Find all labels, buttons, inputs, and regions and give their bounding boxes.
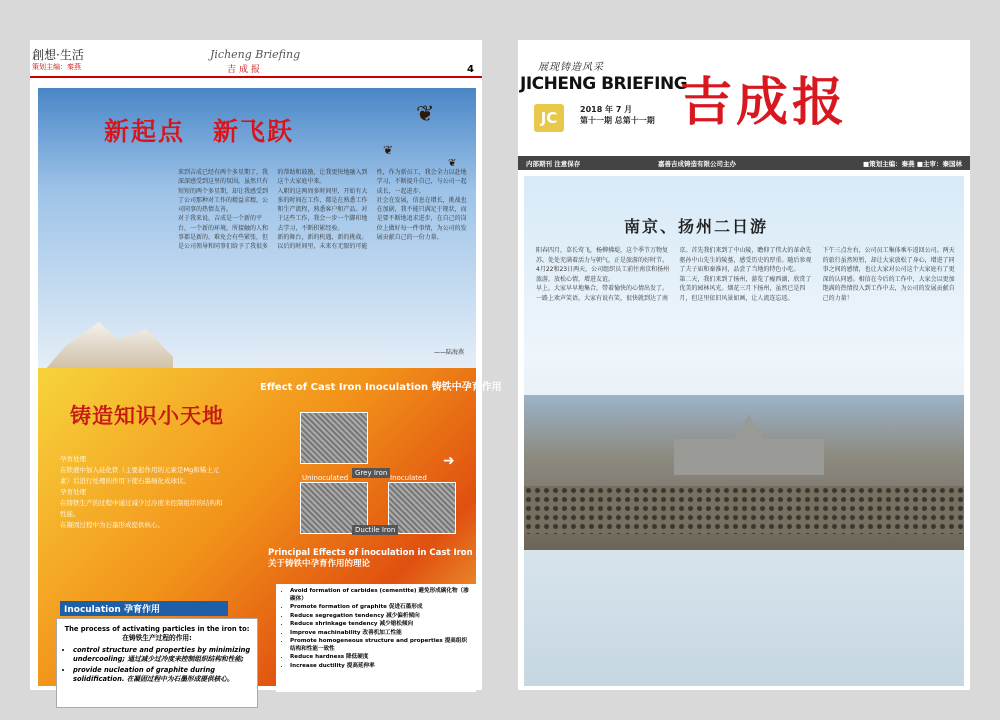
effect-item: • Reduce segregation tendency 减少偏析倾向 bbox=[290, 613, 472, 621]
process-item: • provide nucleation of graphite during solidification. 在凝固过程中为石墨形成提供核心。 bbox=[73, 666, 251, 684]
left-page bbox=[30, 40, 502, 690]
eagle-icon: ❦ bbox=[416, 102, 435, 127]
inoculation-notes: 孕育处理 在铁液中加入硅化铁（主要起作用的元素是Mg和稀土元素）后进行处理的作用下使石墨细化成球状。 孕育处理 在铸铁生产的过程中通过减少过冷度来控制组织的结构和性能。 在凝固过程中为石墨形成提供核心。 bbox=[60, 455, 223, 530]
group-photo bbox=[524, 395, 964, 550]
bar-right: ■策划主编：秦燕 ■主审：秦国林 bbox=[862, 160, 962, 168]
label-grey-iron: Grey Iron bbox=[352, 468, 390, 478]
label-uninoculated: Uninoculated bbox=[302, 474, 349, 482]
page-number: 4 bbox=[467, 64, 474, 75]
effect-item: • Avoid formation of carbides (cementite) 避免形成碳化物（渗碳体） bbox=[290, 588, 472, 603]
effect-item: • Improve machinability 改善机加工性能 bbox=[290, 630, 472, 638]
article-title: 南京、扬州二日游 bbox=[624, 217, 769, 236]
effect-item: • Reduce shrinkage tendency 减少缩松倾向 bbox=[290, 621, 472, 629]
process-lead: The process of activating particles in the iron to: 在铸铁生产过程的作用: bbox=[64, 625, 250, 643]
effect-item: • Promote formation of graphite 促进石墨形成 bbox=[290, 604, 472, 612]
editor-line: 策划主编：秦燕 bbox=[32, 63, 81, 71]
process-list bbox=[63, 646, 251, 684]
eagle-icon: ❦ bbox=[448, 158, 457, 169]
effect-item: • Increase ductility 提高延伸率 bbox=[290, 663, 472, 671]
eagle-icon: ❦ bbox=[383, 143, 394, 157]
panel-new-start bbox=[38, 88, 476, 378]
process-item: • control structure and properties by minimizing undercooling; 通过减少过冷度来控制组织结构和性能; bbox=[73, 646, 251, 664]
effect-item: • Reduce hardness 降低硬度 bbox=[290, 654, 472, 662]
crowd bbox=[524, 486, 964, 534]
panel-title bbox=[104, 112, 322, 148]
process-box bbox=[56, 618, 258, 708]
principal-effects-title: Principal Effects of inoculation in Cast Iron 关于铸铁中孕育作用的理论 bbox=[268, 548, 473, 570]
article-text: 来到吉成已经有两个多星期了，我深深感受到这里的氛围。虽然只有短短的两个多星期，却让我感受到了公司那种对工作的精益求精，公司同事的热情友善。 对于我来说，吉成是一个新的平台，一个新的环境，所接触的人和事都是新的，难免会有些紧张，但是公司领导和同事们给予了我很多的帮助和鼓励，让我更快地融入到这个大家庭中来。 入职的这两周多时间里，开始有大多的时间在工作，都是在熟悉工作和生产流程，熟悉客户和产品。对于这些工作，我会一步一个脚印地去学习，不断积累经验。 新的舞台，新的机遇，新的挑战。以后的时间里，未来有无限的可能性，作为新员工，我会全力以赴地学习，不断提升自己，与公司一起成长，一起进步。 社会在发展，信息在增长，挑战也在加剧，我不能只满足于现状，而是要不断地追求进步，在自己的岗位上做好每一件事情，为公司的发展贡献自己的一份力量。 bbox=[178, 169, 467, 251]
slogan: 展现铸造风采 bbox=[538, 62, 604, 73]
masthead-en: JICHENG BRIEFING bbox=[520, 74, 688, 94]
header-en: Jicheng Briefing bbox=[210, 48, 301, 61]
figure-title: Effect of Cast Iron Inoculation 铸铁中孕育作用 bbox=[260, 382, 502, 393]
header-rule bbox=[30, 76, 482, 78]
article-signature: ——陆海燕 bbox=[433, 349, 464, 356]
label-ductile-iron: Ductile Iron bbox=[352, 525, 398, 535]
company-logo: JC bbox=[534, 104, 564, 132]
issue-number: 第十一期 总第十一期 bbox=[580, 116, 655, 126]
effects-box bbox=[276, 584, 476, 692]
issue-date: 2018 年 7 月 bbox=[580, 105, 633, 114]
issue-info bbox=[580, 104, 655, 126]
masthead-bar bbox=[518, 156, 970, 170]
panel-title: 铸造知识小天地 bbox=[70, 403, 224, 428]
header-zh: 吉成报 bbox=[227, 65, 264, 75]
panel-casting-knowledge bbox=[38, 368, 502, 686]
label-inoculated: Inoculated bbox=[390, 474, 427, 482]
effect-item: • Promote homogeneous structure and properties 提高组织结构和性能一致性 bbox=[290, 638, 472, 653]
micrograph-grey bbox=[300, 412, 368, 464]
arrow-icon: ➜ bbox=[443, 453, 455, 469]
building bbox=[674, 415, 824, 475]
title-part-a: 新起点 bbox=[104, 117, 186, 146]
inoculation-label: Inoculation 孕育作用 bbox=[60, 601, 228, 616]
bar-center: 嘉善吉成铸造有限公司主办 bbox=[658, 160, 736, 168]
bar-left: 内部期刊 注意保存 bbox=[526, 160, 581, 168]
right-page bbox=[518, 40, 970, 690]
article-text: 阳春四月，草长莺飞，杨柳拂堤，这个季节万物复苏。处处充满着活力与朝气，正是旅游的好时节。4月22和23日两天，公司组织员工前往南京和扬州旅游，放松心情，增进友谊。 早上，大家早早地集合，带着愉快的心情出发了。一路上欢声笑语，大家有说有笑，很快就到达了南京。首先我们来到了中山陵，瞻仰了伟大的革命先驱孙中山先生的陵墓，感受历史的厚重。随后参观了夫子庙和秦淮河，品尝了当地的特色小吃。 第二天，我们来到了扬州，游览了瘦西湖，欣赏了优美的园林风光。烟花三月下扬州，虽然已是四月，但这里依旧风景如画，让人流连忘返。 下午三点左右，公司员工集体乘车返回公司。两天的旅行虽然短暂，却让大家放松了身心，增进了同事之间的感情，也让大家对公司这个大家庭有了更深的认同感。相信在今后的工作中，大家会以更加饱满的热情投入到工作中去，为公司的发展贡献自己的力量！ bbox=[536, 247, 955, 302]
title-part-b: 新飞跃 bbox=[213, 117, 295, 146]
masthead-zh: 吉成报 bbox=[680, 72, 849, 133]
effects-list bbox=[280, 588, 472, 670]
section-title: 創想·生活 bbox=[32, 48, 84, 62]
